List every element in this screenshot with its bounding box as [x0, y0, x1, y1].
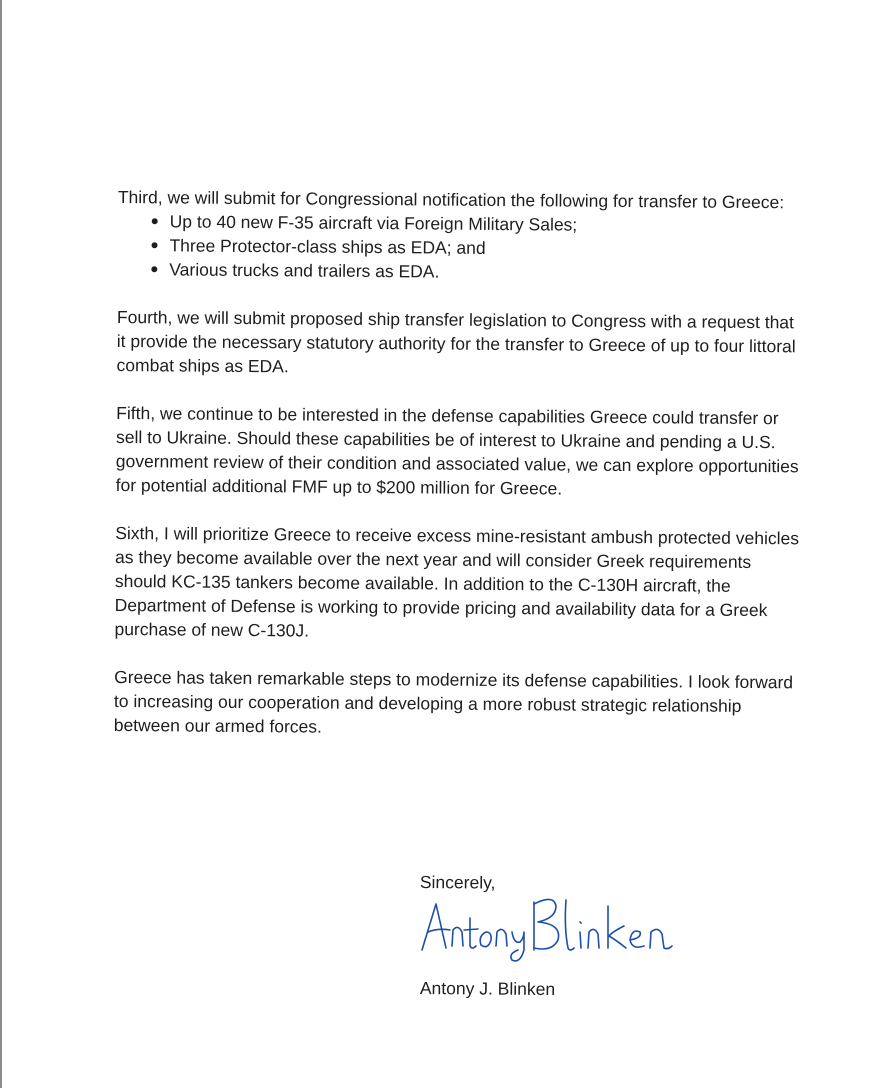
bullet-icon: [152, 242, 158, 248]
signer-name: Antony J. Blinken: [419, 977, 556, 1000]
list-item-text: Up to 40 new F-35 aircraft via Foreign Military Sales;: [169, 211, 578, 235]
list-item-text: Three Protector-class ships as EDA; and: [169, 235, 486, 258]
paragraph-fourth: Fourth, we will submit proposed ship transfer legislation to Congress with a request that it provide the necessary statutory authority for the transfer to Greece of up to four littoral combat ships as EDA.: [116, 306, 796, 377]
paragraph-third: Third, we will submit for Congressional notification the following for transfer to Greece:: [117, 186, 785, 213]
transfer-list: [117, 209, 808, 286]
paragraph-conclusion: Greece has taken remarkable steps to modernize its defense capabilities. I look forward to increasing our cooperation and developing a more robust strategic relationship between our armed forces.: [113, 666, 794, 737]
handwritten-signature: [416, 888, 681, 970]
bullet-icon: [152, 218, 158, 224]
bullet-icon: [151, 266, 157, 272]
page-edge-line: [0, 0, 2, 1088]
paragraph-sixth: Sixth, I will prioritize Greece to receive excess mine-resistant ambush protected vehicles as they become available over the next year and will consider Greek requirements should KC-135 tankers become available. In addition to the C-130H aircraft, the Department of Defense is working to provide pricing and availability data for a Greek purchase of new C-130J.: [114, 522, 800, 641]
list-item-text: Various trucks and trailers as EDA.: [169, 259, 440, 282]
paragraph-fifth: Fifth, we continue to be interested in the defense capabilities Greece could transfer or sell to Ukraine. Should these capabilities be of interest to Ukraine and pending a U.S. government review of their condition and associated value, we can explore opportunities for potential additional FMF up to $200 million for Greece.: [115, 402, 799, 499]
list-item: [117, 257, 807, 286]
closing-salutation: Sincerely,: [419, 871, 496, 893]
signature-text: Antony Blinken: [542, 966, 550, 967]
letter-body: [113, 185, 808, 766]
